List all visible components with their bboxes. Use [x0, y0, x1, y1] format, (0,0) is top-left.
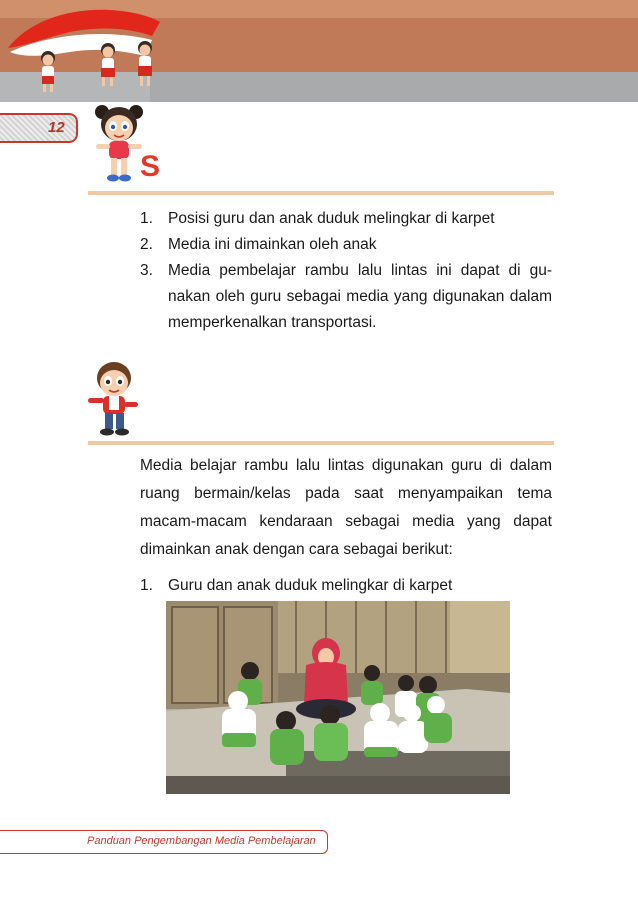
body-paragraph: Media belajar rambu lalu lintas digunakan guru di dalam ruang bermain/kelas pada saat menyampaikan tema macam-macam kendaraan sebagai media yang dapat dimainkan anak dengan cara sebagai berikut:: [140, 457, 552, 558]
list-item: [140, 232, 552, 258]
steps-list: [140, 206, 552, 336]
list-item: [140, 258, 552, 336]
list-item-number: 1.: [140, 210, 153, 227]
footer-title: Panduan Pengembangan Media Pembelajaran: [87, 835, 316, 847]
list-item-text: Media ini dimainkan oleh anak: [168, 236, 377, 253]
list-item-number: 3.: [140, 262, 153, 279]
activity-list: [140, 573, 552, 599]
classroom-photo: [166, 601, 510, 794]
list-item-text: Media pembelajar rambu lalu lintas ini dapat di gu-nakan oleh guru sebagai media yang digunakan dalam memperkenalkan transportasi.: [168, 262, 552, 331]
list-item: [140, 573, 552, 599]
section-divider-top: [88, 191, 554, 195]
section-heading: S: [140, 150, 161, 183]
page-number-tab: [0, 113, 78, 143]
boy-mascot-illustration: [84, 356, 144, 440]
section-divider-bottom: [88, 441, 554, 445]
flag-children-illustration: [0, 0, 180, 100]
list-item-number: 2.: [140, 236, 153, 253]
list-item-number: 1.: [140, 577, 153, 594]
page-number: 12: [48, 119, 65, 136]
list-item: [140, 206, 552, 232]
list-item-text: Guru dan anak duduk melingkar di karpet: [168, 577, 453, 594]
list-item-text: Posisi guru dan anak duduk melingkar di karpet: [168, 210, 495, 227]
